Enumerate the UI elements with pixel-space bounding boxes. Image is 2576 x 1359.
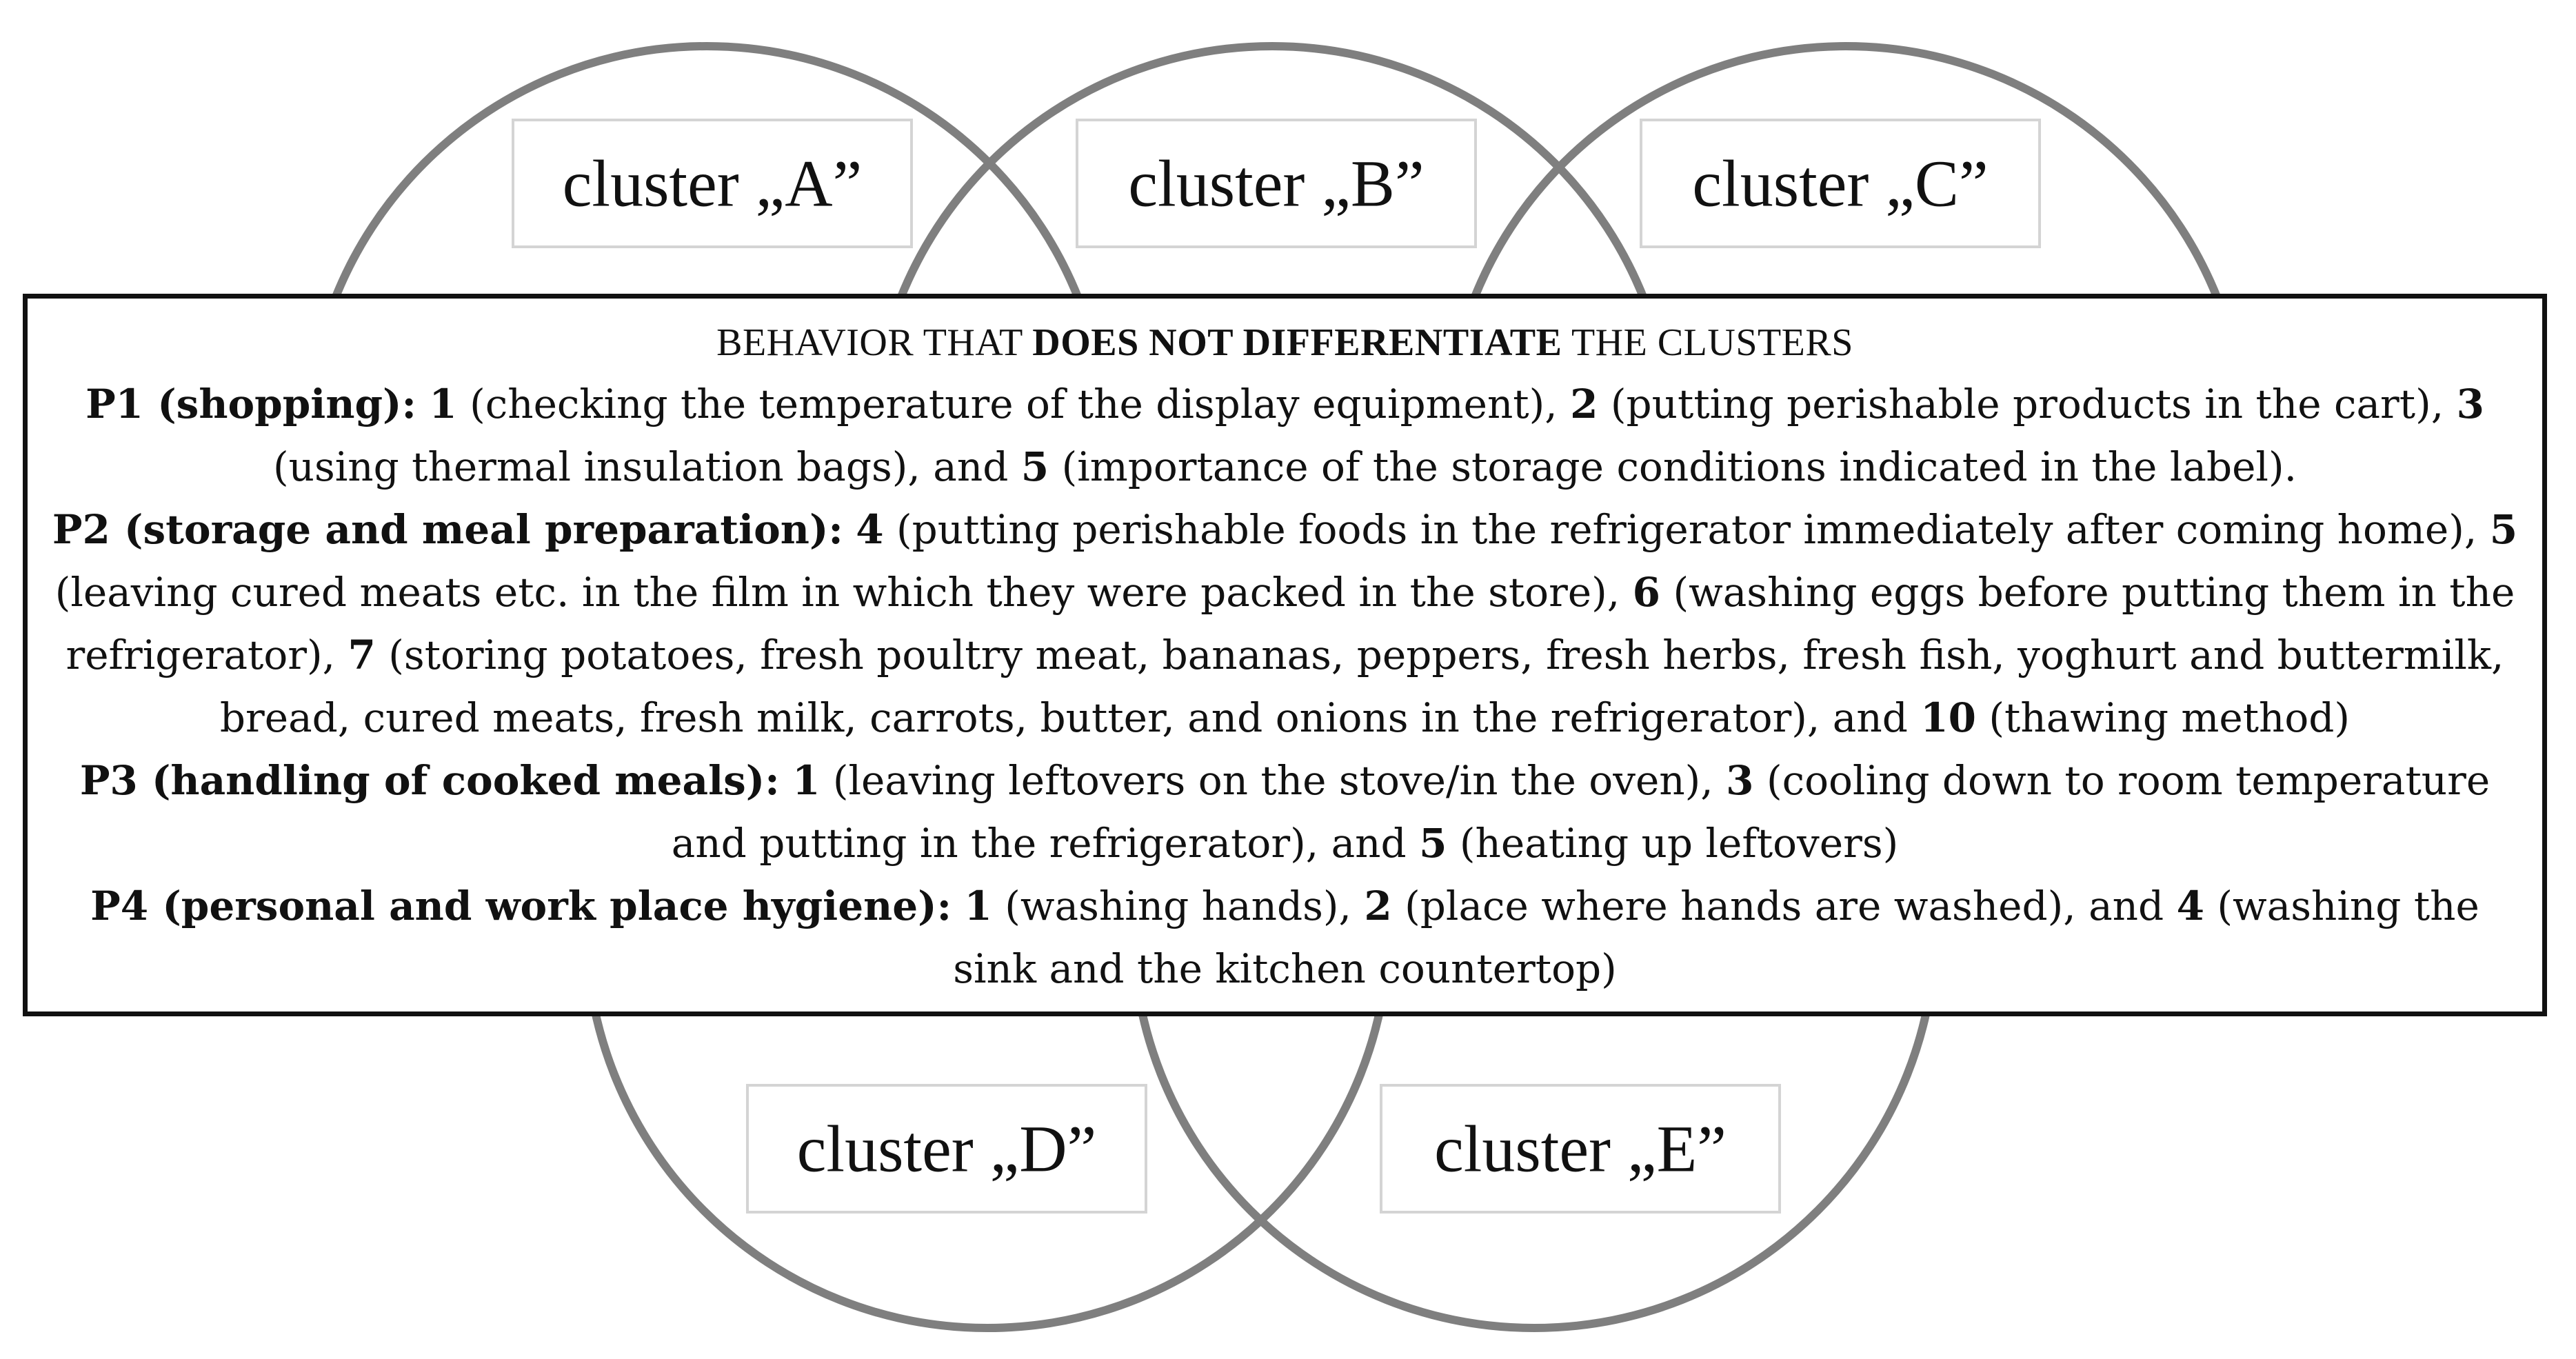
panel-heading-suffix: THE CLUSTERS xyxy=(1562,321,1853,364)
item-number: 4 xyxy=(2176,883,2204,929)
item-text: (leaving cured meats etc. in the film in which they were packed in the store), xyxy=(54,569,1620,616)
item-number: 5 xyxy=(1020,443,1049,490)
group-p4 xyxy=(44,875,2526,1000)
cluster-e-label xyxy=(1381,1085,1780,1212)
item-number: 3 xyxy=(2456,381,2484,427)
group-p1 xyxy=(44,373,2526,499)
item-text: (storing potatoes, fresh poultry meat, bananas, peppers, fresh herbs, fresh fish, yoghurt and buttermilk, bread, cured meats, fresh milk, carrots, butter, and onions in the refrigerator), and xyxy=(219,632,2504,741)
item-number: 1 xyxy=(964,883,992,929)
item-number: 2 xyxy=(1364,883,1392,929)
item-text: (washing the sink and the kitchen countertop) xyxy=(953,883,2479,992)
item-text: (leaving leftovers on the stove/in the oven), xyxy=(832,757,1713,804)
item-number: 6 xyxy=(1632,569,1660,616)
item-number: 5 xyxy=(2489,506,2518,553)
item-text: (cooling down to room temperature and putting in the refrigerator), and xyxy=(671,757,2491,867)
item-text: (thawing method) xyxy=(1989,694,2351,741)
item-number: 4 xyxy=(856,506,884,553)
group-title: P2 (storage and meal preparation): xyxy=(52,506,843,553)
item-text: (place where hands are washed), and xyxy=(1405,883,2164,929)
cluster-e-label-text: cluster „E” xyxy=(1434,1111,1727,1186)
item-text: (washing eggs before putting them in the refrigerator), xyxy=(66,569,2515,678)
group-title: P4 (personal and work place hygiene): xyxy=(90,883,952,929)
cluster-b-label xyxy=(1077,120,1476,247)
item-number: 7 xyxy=(348,632,376,678)
cluster-c-label-text: cluster „C” xyxy=(1692,146,1989,221)
item-number: 1 xyxy=(792,757,821,804)
panel-heading-prefix: BEHAVIOR THAT xyxy=(716,321,1033,364)
cluster-d-label-text: cluster „D” xyxy=(796,1111,1097,1186)
item-number: 2 xyxy=(1570,381,1598,427)
item-text: (putting perishable foods in the refrigerator immediately after coming home), xyxy=(896,506,2477,553)
item-text: (importance of the storage conditions indicated in the label). xyxy=(1061,443,2297,490)
item-text: (washing hands), xyxy=(1005,883,1351,929)
group-p2 xyxy=(44,499,2526,749)
item-text: (checking the temperature of the display equipment), xyxy=(470,381,1558,427)
item-number: 1 xyxy=(429,381,457,427)
cluster-d-label xyxy=(747,1085,1146,1212)
item-text: (using thermal insulation bags), and xyxy=(272,443,1009,490)
panel-heading-emphasis: DOES NOT DIFFERENTIATE xyxy=(1032,321,1562,364)
item-number: 10 xyxy=(1920,694,1976,741)
group-title: P3 (handling of cooked meals): xyxy=(79,757,780,804)
cluster-a-label-text: cluster „A” xyxy=(562,146,863,221)
item-number: 3 xyxy=(1726,757,1754,804)
group-p3 xyxy=(44,749,2526,875)
group-title: P1 (shopping): xyxy=(85,381,416,427)
cluster-b-label-text: cluster „B” xyxy=(1128,146,1425,221)
item-text: (putting perishable products in the cart), xyxy=(1610,381,2444,427)
cluster-a-label xyxy=(513,120,912,247)
item-number: 5 xyxy=(1419,820,1447,867)
panel-heading xyxy=(44,312,2526,373)
non-differentiating-behavior-panel xyxy=(23,294,2547,1016)
cluster-c-label xyxy=(1641,120,2040,247)
item-text: (heating up leftovers) xyxy=(1459,820,1899,867)
